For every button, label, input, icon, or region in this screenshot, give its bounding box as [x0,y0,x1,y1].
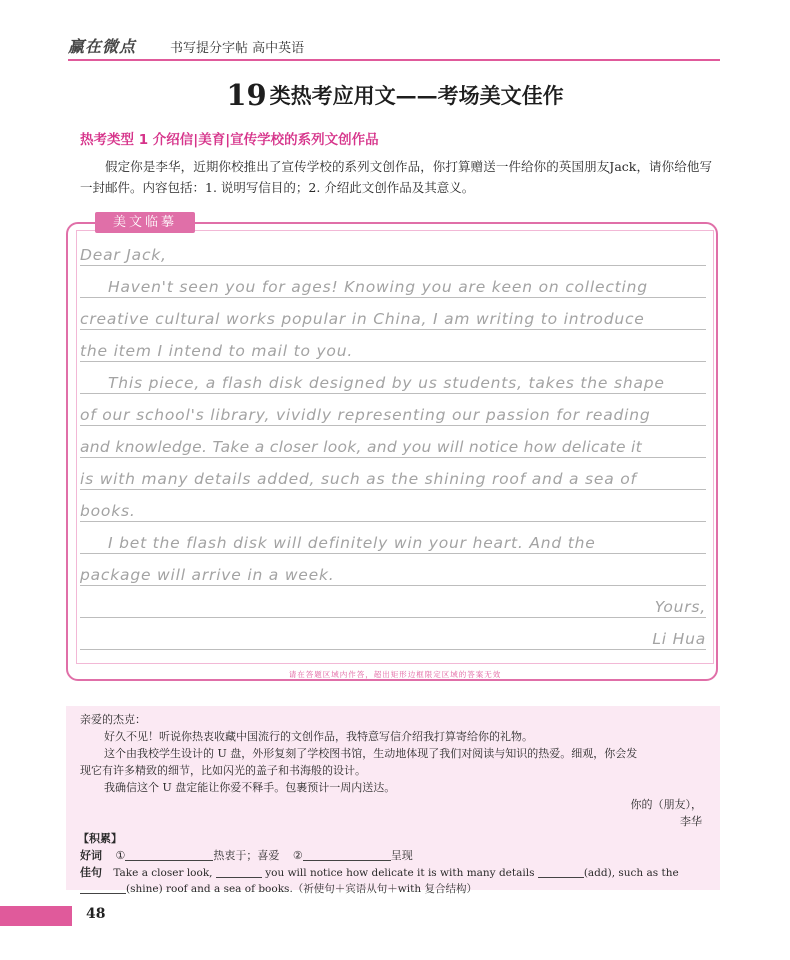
letter-line: creative cultural works popular in China, I am writing to introduce [80,310,645,328]
vocab-label: 好词 [80,849,102,862]
page-number: 48 [86,906,106,922]
ruled-line [80,361,706,362]
ruled-line [80,425,706,426]
letter-line: of our school's library, vividly representing our passion for reading [80,406,651,424]
sentence-row-2 [80,881,477,898]
ruled-line [80,329,706,330]
ruled-line [80,297,706,298]
vocab-blank-2[interactable] [303,849,391,861]
letter-signature: Li Hua [652,630,706,648]
page-bar [0,906,72,926]
letter-line: books. [80,502,136,520]
letter-line: Haven't seen you for ages! Knowing you are keen on collecting [108,278,648,296]
translation-closing: 你的（朋友）， [630,798,702,811]
translation-salutation: 亲爱的杰克： [80,713,146,726]
translation-paragraph: 好久不见！听说你热衷收藏中国流行的文创作品，我特意写信介绍我打算寄给你的礼物。 [104,730,533,743]
ruled-line [80,393,706,394]
sentence-text: Take a closer look, [113,867,213,879]
letter-line: This piece, a flash disk designed by us students, takes the shape [108,374,665,392]
sentence-text: you will notice how delicate it is with many details [265,867,535,879]
ruled-line [80,553,706,554]
letter-line: and knowledge. Take a closer look, and you will notice how delicate it [80,438,643,456]
letter-closing: Yours, [654,598,706,616]
page-title [0,78,790,112]
translation-paragraph: 现它有许多精致的细节，比如闪光的盖子和书海般的设计。 [80,764,366,777]
book-subtitle: 书写提分字帖 高中英语 [170,41,305,56]
sentence-text: (add), such as the [583,867,679,879]
header-rule [68,59,720,61]
ruled-line [80,617,706,618]
vocab-meaning-2: 呈现 [390,849,413,862]
vocab-blank-1[interactable] [125,849,213,861]
section-tab: 美文临摹 [95,212,195,233]
translation-signature: 李华 [680,815,702,828]
ruled-line [80,489,706,490]
vocab-meaning-1: 热衷于；喜爱 [213,849,280,862]
title-text: 类热考应用文——考场美文佳作 [269,83,564,108]
vocab-number-1: ① [115,849,126,862]
translation-paragraph: 我确信这个 U 盘定能让你爱不释手。包裹预计一周内送达。 [104,781,396,794]
type-heading: 热考类型 1 介绍信|美育|宣传学校的系列文创作品 [80,132,379,148]
translation-paragraph: 这个由我校学生设计的 U 盘，外形复刻了学校图书馆，生动地体现了我们对阅读与知识的热爱。细观，你会发 [104,747,638,760]
answer-area-note: 请在答题区域内作答，超出矩形边框限定区域的答案无效 [288,670,502,679]
brand-logo: 赢在微点 [68,37,137,56]
letter-line: I bet the flash disk will definitely win your heart. And the [108,534,596,552]
sentence-blank-2[interactable] [538,866,584,878]
vocab-number-2: ② [292,849,303,862]
ruled-line [80,457,706,458]
ruled-line [80,585,706,586]
ruled-line [80,649,706,650]
title-number: 19 [226,78,267,112]
sentence-label: 佳句 [80,866,102,879]
sentence-blank-1[interactable] [216,866,262,878]
letter-line: Dear Jack, [80,246,167,264]
letter-line: package will arrive in a week. [80,566,335,584]
writing-prompt: 假定你是李华，近期你校推出了宣传学校的系列文创作品，你打算赠送一件给你的英国朋友Jack，请你给他写一封邮件。内容包括：1. 说明写信目的；2. 介绍此文创作品及其意义。 [80,159,712,195]
ruled-line [80,521,706,522]
sentence-text: (shine) roof and a sea of books.（祈使句＋宾语从句＋with 复合结构） [126,883,477,895]
sentence-blank-3[interactable] [80,882,126,894]
vocab-row [80,847,413,864]
accumulate-heading: 【积累】 [78,832,122,845]
running-header [68,32,718,58]
sentence-row [80,864,679,882]
letter-line: is with many details added, such as the shining roof and a sea of [80,470,637,488]
ruled-line [80,265,706,266]
letter-line: the item I intend to mail to you. [80,342,354,360]
